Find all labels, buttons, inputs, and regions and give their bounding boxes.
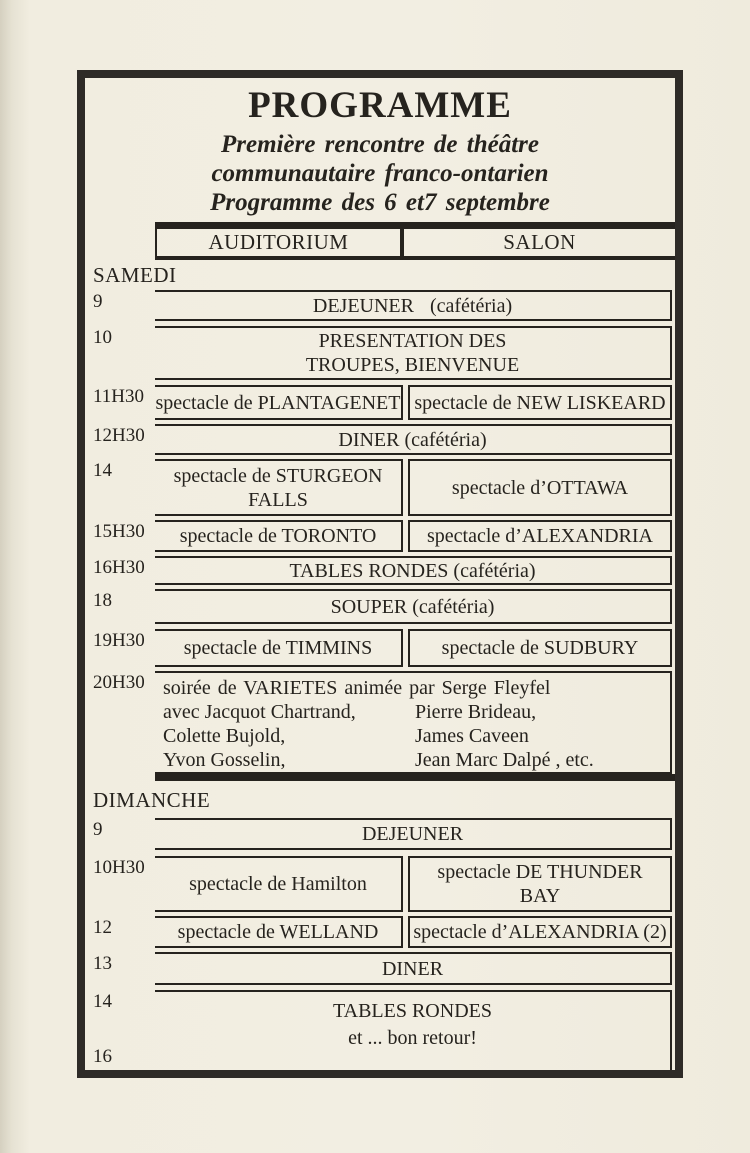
schedule-row (85, 290, 675, 321)
schedule-row (85, 629, 675, 667)
schedule-row (85, 952, 675, 985)
schedule-row (85, 385, 675, 420)
event-cell: DINER (cafétéria) (155, 424, 672, 455)
event-cell-auditorium: spectacle de PLANTAGENET (155, 385, 403, 420)
event-cell: DEJEUNER (155, 818, 672, 850)
event-cell-auditorium (155, 459, 403, 516)
event-cell-salon: spectacle d’ALEXANDRIA (2) (408, 916, 672, 948)
schedule-row (85, 424, 675, 455)
event-cell-salon: spectacle d’ALEXANDRIA (408, 520, 672, 552)
schedule-row (85, 326, 675, 380)
performer-name: Pierre Brideau, (415, 700, 537, 723)
time-label: 12H30 (93, 425, 145, 446)
event-text: TABLES RONDES (333, 1000, 492, 1022)
schedule-row (85, 818, 675, 850)
event-cell: SOUPER (cafétéria) (155, 589, 672, 624)
event-cell: DINER (155, 952, 672, 985)
event-cell-salon: spectacle de SUDBURY (408, 629, 672, 667)
event-cell (155, 290, 672, 321)
time-label: 15H30 (93, 521, 145, 542)
subtitle-line-2: communautaire franco-ontarien (211, 160, 549, 187)
event-cell-salon (408, 856, 672, 912)
time-label: 14 (93, 991, 112, 1012)
performer-name: avec Jacquot Chartrand, (163, 700, 356, 723)
schedule-row (85, 856, 675, 912)
event-text: et ... bon retour! (348, 1027, 477, 1049)
performer-name: Yvon Gosselin, (163, 748, 286, 771)
event-text: DEJEUNER (312, 294, 414, 317)
event-text: TROUPES, BIENVENUE (305, 354, 520, 376)
day-label-saturday: SAMEDI (93, 262, 177, 287)
event-text: FALLS (248, 488, 308, 511)
time-label: 12 (93, 917, 112, 938)
performer-name: Colette Bujold, (163, 724, 286, 747)
schedule-row (85, 589, 675, 624)
time-label: 9 (93, 819, 103, 840)
event-cell-auditorium: spectacle de WELLAND (155, 916, 403, 948)
event-text: BAY (519, 885, 561, 907)
time-label: 18 (93, 590, 112, 611)
time-label-column (85, 990, 155, 1070)
time-label: 9 (93, 291, 103, 312)
schedule-row (85, 916, 675, 948)
subtitle-line-3: Programme des 6 et7 septembre (210, 189, 550, 216)
time-label: 16H30 (93, 557, 145, 578)
event-cell: TABLES RONDES (cafétéria) (155, 556, 672, 585)
event-text: PRESENTATION DES (318, 330, 507, 352)
column-header-auditorium: AUDITORIUM (157, 229, 404, 256)
event-cell-salon: spectacle de NEW LISKEARD (408, 385, 672, 420)
time-label: 16 (93, 1046, 112, 1067)
day-divider-bar (155, 774, 675, 781)
time-label: 10 (93, 327, 112, 348)
schedule-row (85, 459, 675, 516)
time-label: 20H30 (93, 672, 145, 693)
event-text: spectacle de STURGEON (173, 464, 383, 487)
page-title: PROGRAMME (248, 85, 512, 126)
table-column-header (155, 222, 675, 260)
program-frame (77, 70, 683, 1078)
performer-name: Jean Marc Dalpé , etc. (415, 748, 594, 771)
event-cell (155, 326, 672, 380)
performer-name: James Caveen (415, 724, 529, 747)
event-cell (155, 990, 672, 1070)
time-label: 10H30 (93, 857, 145, 878)
schedule-row (85, 671, 675, 774)
schedule-row (85, 990, 675, 1070)
event-text: spectacle DE THUNDER (437, 861, 643, 883)
event-cell-auditorium: spectacle de Hamilton (155, 856, 403, 912)
event-cell-auditorium: spectacle de TORONTO (155, 520, 403, 552)
title-block (85, 78, 675, 222)
variety-intro: soirée de VARIETES animée par Serge Fleyfel (163, 676, 551, 699)
event-cell-variety-evening (155, 671, 672, 774)
subtitle-line-1: Première rencontre de théâtre (221, 131, 539, 158)
event-note: (cafétéria) (429, 294, 513, 317)
time-label: 11H30 (93, 386, 145, 407)
column-header-salon: SALON (503, 230, 576, 254)
event-cell-auditorium: spectacle de TIMMINS (155, 629, 403, 667)
event-cell-salon: spectacle d’OTTAWA (408, 459, 672, 516)
time-label: 13 (93, 953, 112, 974)
time-label: 14 (93, 460, 112, 481)
time-label: 19H30 (93, 630, 145, 651)
schedule-row (85, 556, 675, 585)
day-label-sunday: DIMANCHE (93, 787, 211, 812)
schedule-row (85, 520, 675, 552)
